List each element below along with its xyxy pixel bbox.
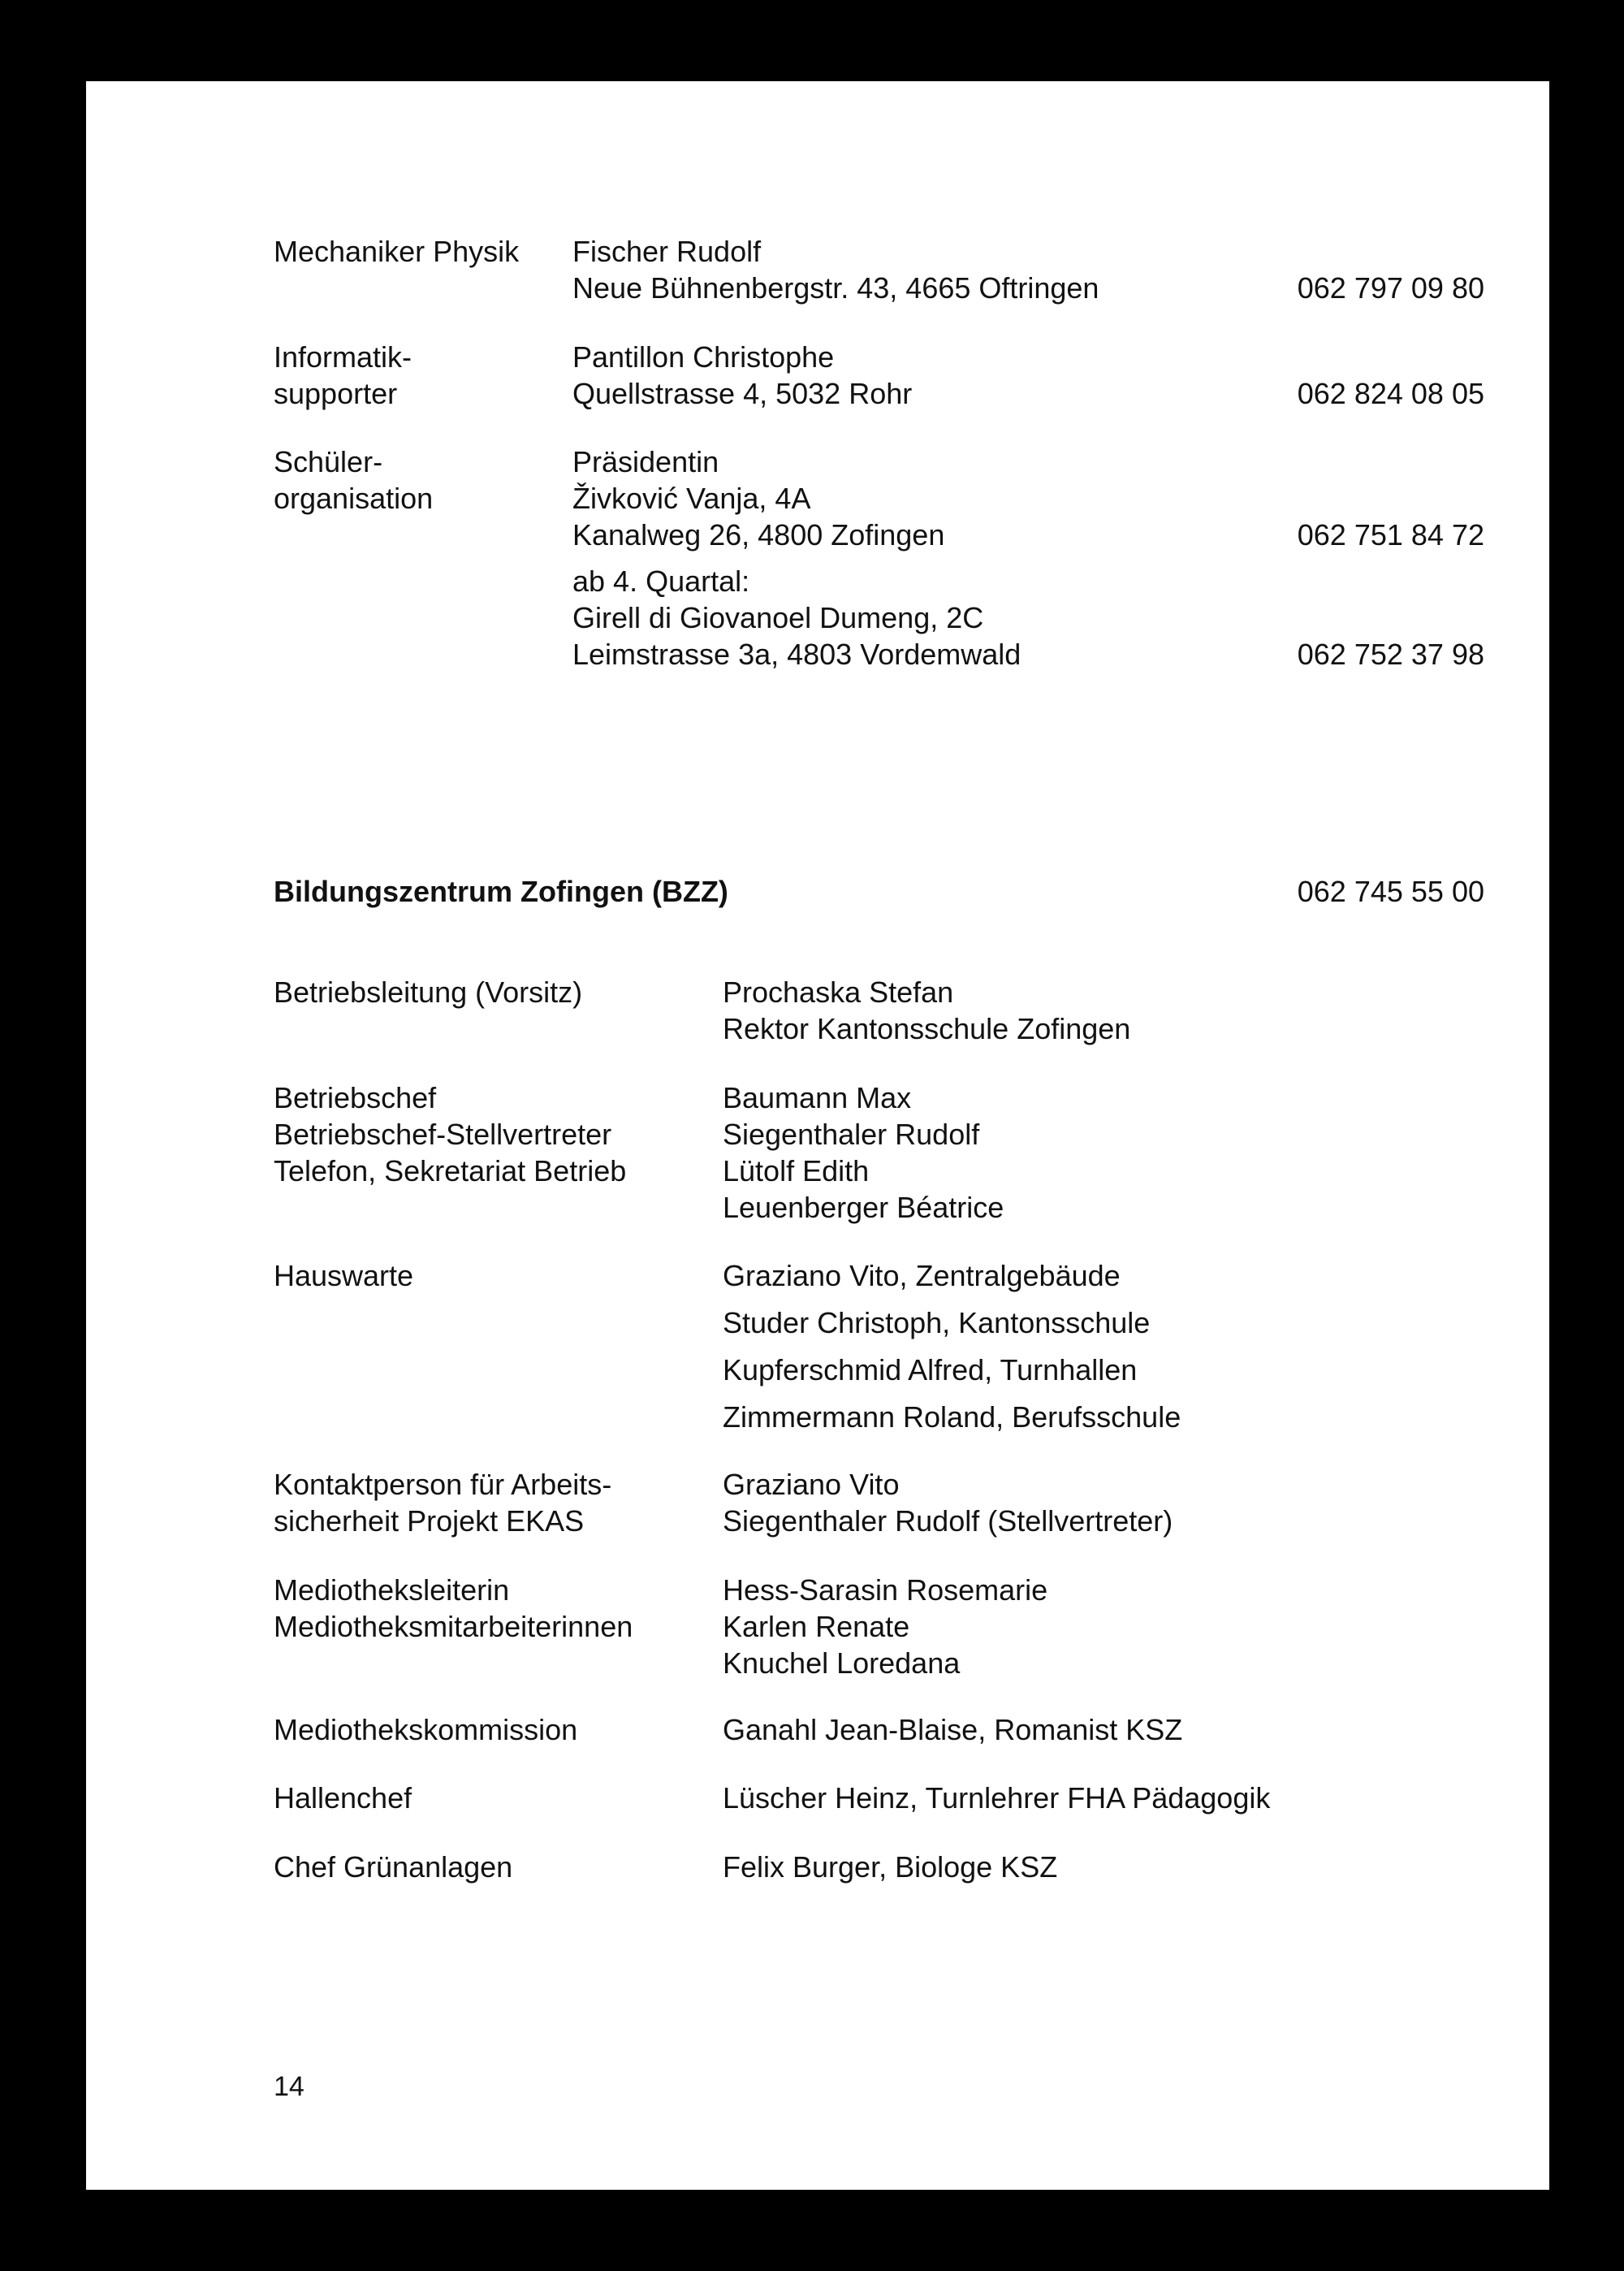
person-line: Knuchel Loredana	[723, 1646, 961, 1680]
contact-name: Girell di Giovanoel Dumeng, 2C	[572, 601, 984, 634]
role-line: Chef Grünanlagen	[274, 1850, 513, 1884]
person-line: Prochaska Stefan	[723, 975, 954, 1009]
person-line: Studer Christoph, Kantonsschule	[723, 1306, 1151, 1339]
contact-title: Präsidentin	[572, 445, 719, 478]
bzz-names	[723, 1711, 1182, 1748]
role-line: Betriebschef-Stellvertreter	[274, 1118, 612, 1151]
role-line: Informatik-	[274, 340, 412, 374]
person-line: Ganahl Jean-Blaise, Romanist KSZ	[723, 1713, 1183, 1746]
contact-note: ab 4. Quartal:	[572, 565, 750, 598]
contact-entry	[572, 233, 1099, 306]
bzz-names	[723, 974, 1130, 1047]
role-line: Telefon, Sekretariat Betrieb	[274, 1154, 627, 1187]
person-line: Siegenthaler Rudolf (Stellvertreter)	[723, 1504, 1173, 1538]
phone-number: 062 752 37 98	[1297, 638, 1484, 671]
person-line: Siegenthaler Rudolf	[723, 1118, 980, 1151]
contact-entry	[572, 443, 944, 553]
role-line: Betriebschef	[274, 1081, 437, 1114]
role-label	[274, 443, 433, 517]
person-line: Kupferschmid Alfred, Turnhallen	[723, 1353, 1138, 1386]
bzz-role	[274, 1079, 626, 1189]
contact-name: Fischer Rudolf	[572, 235, 762, 268]
role-line: supporter	[274, 377, 398, 410]
person-line: Graziano Vito, Zentralgebäude	[723, 1259, 1121, 1292]
contact-address: Kanalweg 26, 4800 Zofingen	[572, 518, 945, 552]
role-label	[274, 339, 412, 412]
role-line: Betriebsleitung (Vorsitz)	[274, 975, 583, 1009]
person-line: Zimmermann Roland, Berufsschule	[723, 1400, 1181, 1434]
contact-name: Živković Vanja, 4A	[572, 482, 811, 515]
bzz-role	[274, 1711, 577, 1748]
role-line: organisation	[274, 482, 434, 515]
person-line: Hess-Sarasin Rosemarie	[723, 1573, 1048, 1607]
person-line: Felix Burger, Biologe KSZ	[723, 1850, 1058, 1884]
contact-entry	[572, 339, 912, 412]
role-line: Mediotheksmitarbeiterinnen	[274, 1610, 633, 1643]
role-line: Kontaktperson für Arbeits-	[274, 1468, 612, 1501]
person-line: Lüscher Heinz, Turnlehrer FHA Pädagogik	[723, 1781, 1271, 1815]
role-line: Mediotheksleiterin	[274, 1573, 510, 1607]
person-line: Lütolf Edith	[723, 1154, 870, 1187]
bzz-role	[274, 1257, 413, 1294]
phone-number: 062 751 84 72	[1297, 518, 1484, 552]
bzz-names	[723, 1780, 1270, 1816]
role-line: Mechaniker Physik	[274, 235, 520, 268]
contact-address: Quellstrasse 4, 5032 Rohr	[572, 377, 913, 410]
contact-address: Leimstrasse 3a, 4803 Vordemwald	[572, 638, 1021, 671]
bzz-role	[274, 1572, 633, 1645]
page-number: 14	[274, 2071, 304, 2102]
person-line: Graziano Vito	[723, 1468, 900, 1501]
contact-entry	[572, 563, 1021, 673]
role-line: Hauswarte	[274, 1259, 414, 1292]
role-line: Schüler-	[274, 445, 383, 478]
bzz-names	[723, 1079, 1004, 1226]
bzz-role	[274, 1466, 611, 1539]
contact-name: Pantillon Christophe	[572, 340, 835, 374]
phone-number: 062 824 08 05	[1297, 377, 1484, 410]
role-line: sicherheit Projekt EKAS	[274, 1504, 585, 1538]
contact-address: Neue Bühnenbergstr. 43, 4665 Oftringen	[572, 271, 1099, 305]
person-line: Baumann Max	[723, 1081, 912, 1114]
role-line: Mediothekskommission	[274, 1713, 578, 1746]
person-line: Rektor Kantonsschule Zofingen	[723, 1012, 1131, 1045]
bzz-names	[723, 1849, 1057, 1885]
bzz-names	[723, 1257, 1181, 1446]
section-heading: Bildungszentrum Zofingen (BZZ)	[274, 875, 728, 908]
person-line: Karlen Renate	[723, 1610, 910, 1643]
bzz-names	[723, 1466, 1173, 1539]
role-label	[274, 233, 519, 270]
bzz-role	[274, 1849, 512, 1885]
document-page	[86, 81, 1549, 2190]
bzz-role	[274, 1780, 412, 1816]
bzz-names	[723, 1572, 1047, 1681]
bzz-role	[274, 974, 582, 1010]
phone-number: 062 797 09 80	[1297, 271, 1484, 305]
person-line: Leuenberger Béatrice	[723, 1191, 1004, 1224]
section-phone: 062 745 55 00	[1297, 875, 1484, 908]
role-line: Hallenchef	[274, 1781, 412, 1815]
